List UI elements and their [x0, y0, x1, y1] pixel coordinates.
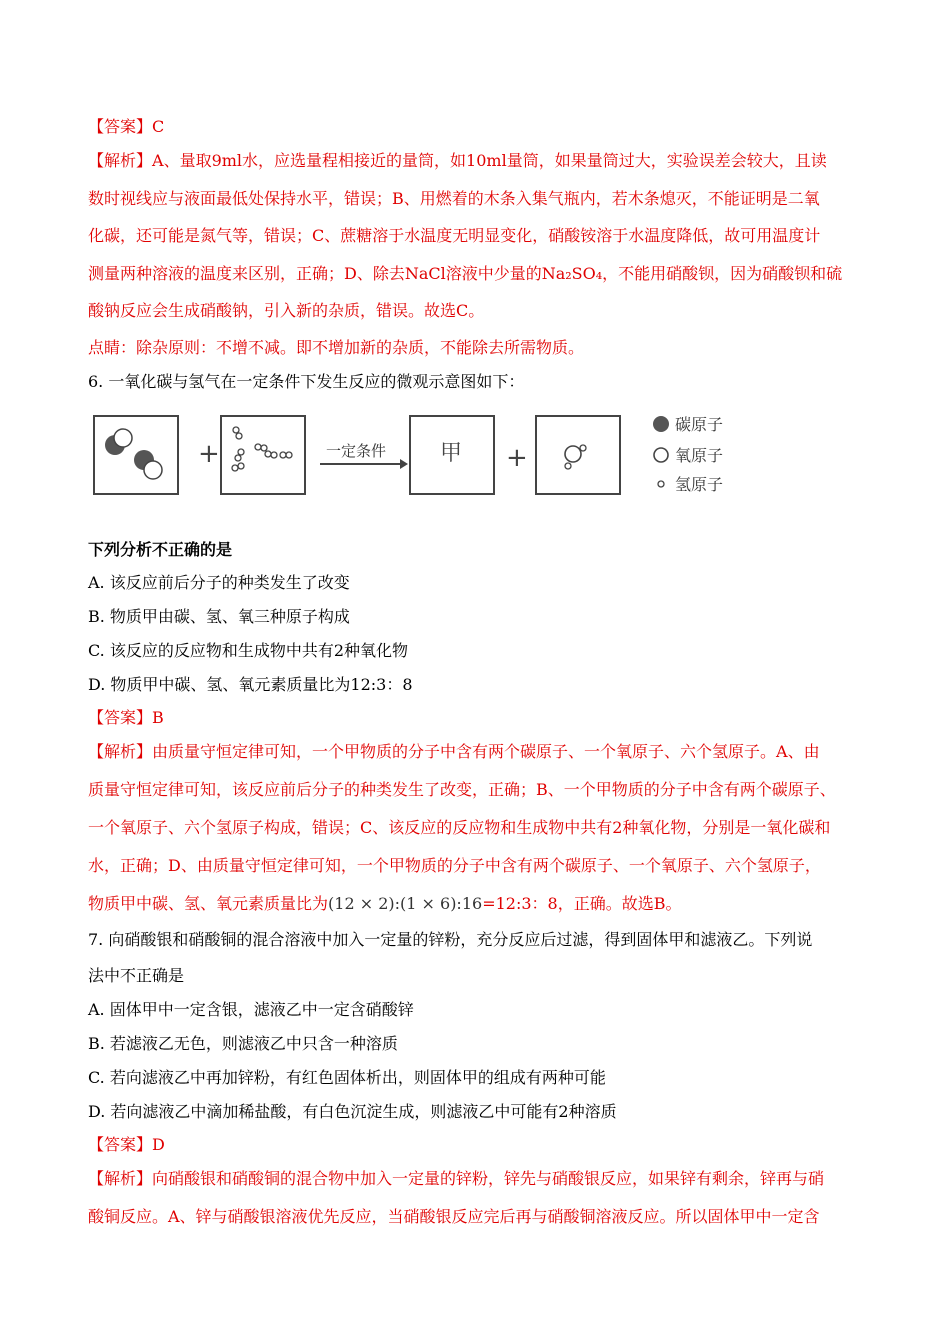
- q7-analysis-line-1: [88, 1169, 824, 1189]
- hydrogen-atom: [565, 463, 571, 469]
- mass-ratio-formula: (12 × 2):(1 × 6):16: [328, 894, 483, 913]
- analysis-text: A、量取9ml水，应选量程相接近的量筒，如10ml量筒，如果量筒过大，实验误差会较大，且读: [152, 151, 827, 170]
- condition-label: 一定条件: [326, 442, 387, 460]
- water-molecule: [565, 445, 586, 469]
- analysis-text: =12:3：8，正确。故选B。: [482, 894, 682, 913]
- oxygen-legend-icon: [654, 448, 668, 462]
- arrow-head: [400, 459, 408, 469]
- plus-sign-2: +: [506, 443, 528, 473]
- q6-analysis-line-5: [88, 894, 681, 914]
- q6-option-a: A. 该反应前后分子的种类发生了改变: [88, 573, 350, 592]
- co-molecule-2: [134, 450, 162, 479]
- q7-stem-line-1: 7. 向硝酸银和硝酸铜的混合溶液中加入一定量的锌粉，充分反应后过滤，得到固体甲和滤液乙。下列说: [88, 930, 813, 949]
- q7-stem-line-2: 法中不正确是: [88, 966, 185, 985]
- q6-analysis-line-3: 一个氧原子、六个氢原子构成，错误；C、该反应的反应物和生成物中共有2种氧化物，分别是一氧化碳和: [88, 818, 831, 837]
- q6-answer: [88, 708, 164, 728]
- q6-option-d: D. 物质甲中碳、氢、氧元素质量比为12:3：8: [88, 675, 413, 694]
- answer-label: 【答案】: [88, 117, 153, 136]
- legend: [653, 415, 723, 494]
- q6-option-c: C. 该反应的反应物和生成物中共有2种氧化物: [88, 641, 409, 660]
- analysis-text: 物质甲中碳、氢、氧元素质量比为: [88, 894, 329, 913]
- answer-value: D: [152, 1135, 165, 1154]
- plus-sign-1: +: [198, 439, 220, 469]
- q7-answer: [88, 1135, 165, 1155]
- h2-molecules: [232, 427, 292, 471]
- answer-value: B: [152, 708, 164, 727]
- answer-label: 【答案】: [88, 708, 153, 727]
- product-label: 甲: [440, 441, 463, 466]
- q5-tip: 点睛：除杂原则：不增不减。即不增加新的杂质，不能除去所需物质。: [88, 338, 585, 357]
- analysis-text: 由质量守恒定律可知，一个甲物质的分子中含有两个碳原子、一个氧原子、六个氢原子。A、由: [152, 742, 820, 761]
- legend-oxygen: 氧原子: [675, 446, 724, 465]
- q5-analysis-line-5: 酸钠反应会生成硝酸钠，引入新的杂质，错误。故选C。: [88, 301, 485, 320]
- answer-label: 【答案】: [88, 1135, 153, 1154]
- q7-analysis-line-2: 酸铜反应。A、锌与硝酸银溶液优先反应，当硝酸银反应完后再与硝酸铜溶液反应。所以固体甲中一定含: [88, 1207, 820, 1226]
- q5-analysis-line-3: 化碳，还可能是氮气等，错误；C、蔗糖溶于水温度无明显变化，硝酸铵溶于水温度降低，故可用温度计: [88, 226, 821, 245]
- co-molecule-1: [105, 429, 132, 455]
- analysis-text: 向硝酸银和硝酸铜的混合物中加入一定量的锌粉，锌先与硝酸银反应，如果锌有剩余，锌再与硝: [152, 1169, 825, 1188]
- oxygen-atom: [565, 446, 581, 462]
- q7-option-a: A. 固体甲中一定含银，滤液乙中一定含硝酸锌: [88, 1000, 414, 1019]
- hydrogen-legend-icon: [658, 481, 664, 487]
- legend-carbon: 碳原子: [675, 415, 724, 434]
- q7-option-c: C. 若向滤液乙中再加锌粉，有红色固体析出，则固体甲的组成有两种可能: [88, 1068, 606, 1087]
- reaction-diagram: [88, 408, 748, 504]
- oxygen-atom: [144, 461, 162, 479]
- analysis-label: 【解析】: [88, 1169, 153, 1188]
- q5-answer: [88, 117, 164, 137]
- oxygen-atom: [114, 429, 132, 447]
- q5-analysis-line-4: 测量两种溶液的温度来区别，正确；D、除去NaCl溶液中少量的Na₂SO₄，不能用硝酸钡，因为硝酸钡和硫: [88, 264, 843, 283]
- carbon-legend-icon: [653, 416, 669, 432]
- q6-stem: 6. 一氧化碳与氢气在一定条件下发生反应的微观示意图如下：: [88, 372, 525, 391]
- q5-analysis-line-1: [88, 151, 827, 171]
- q7-option-b: B. 若滤液乙无色，则滤液乙中只含一种溶质: [88, 1034, 398, 1053]
- answer-value: C: [152, 117, 165, 136]
- q6-option-b: B. 物质甲由碳、氢、氧三种原子构成: [88, 607, 350, 626]
- analysis-label: 【解析】: [88, 151, 153, 170]
- hydrogen-atom: [580, 445, 586, 451]
- q6-analysis-line-4: 水，正确；D、由质量守恒定律可知，一个甲物质的分子中含有两个碳原子、一个氧原子、六个氢原子，: [88, 856, 821, 875]
- q6-question: 下列分析不正确的是: [88, 540, 233, 559]
- q6-analysis-line-2: 质量守恒定律可知，该反应前后分子的种类发生了改变，正确；B、一个甲物质的分子中含有两个碳原子、: [88, 780, 836, 799]
- q5-analysis-line-2: 数时视线应与液面最低处保持水平，错误；B、用燃着的木条入集气瓶内，若木条熄灭，不能证明是二氧: [88, 189, 820, 208]
- legend-hydrogen: 氢原子: [675, 475, 724, 494]
- q6-analysis-line-1: [88, 742, 820, 762]
- analysis-label: 【解析】: [88, 742, 153, 761]
- q7-option-d: D. 若向滤液乙中滴加稀盐酸，有白色沉淀生成，则滤液乙中可能有2种溶质: [88, 1102, 617, 1121]
